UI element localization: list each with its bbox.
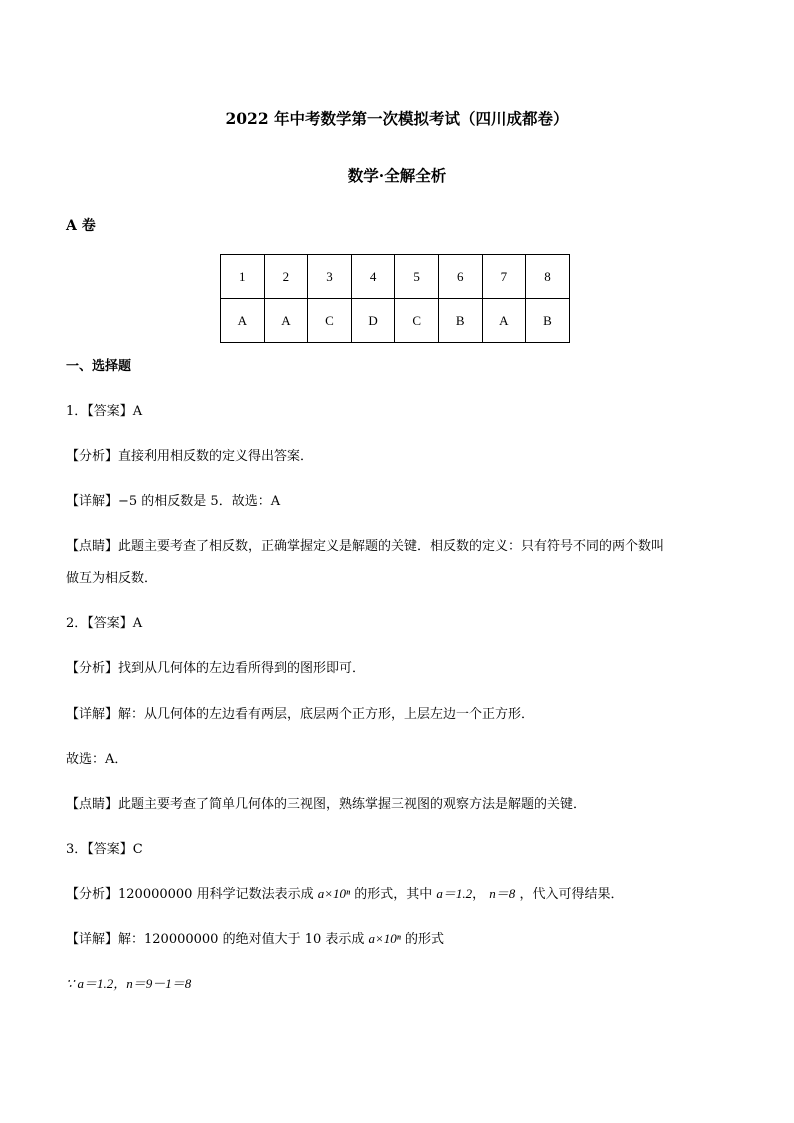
q3-analysis-a: a＝1.2 [436, 886, 473, 901]
q2-detail: 【详解】解：从几何体的左边看有两层，底层两个正方形，上层左边一个正方形． [66, 707, 535, 722]
answer-table [220, 254, 570, 343]
section-label: A 卷 [66, 218, 96, 234]
q3-detail-expr: a×10ⁿ [368, 931, 401, 946]
q1-comment-line2: 做互为相反数． [66, 571, 158, 586]
table-cell: D [351, 299, 395, 343]
q3-analysis-mid: 的形式，其中 [354, 887, 433, 902]
part-title: 一、选择题 [66, 359, 132, 374]
table-cell: C [308, 299, 352, 343]
q3-analysis-expr: a×10ⁿ [317, 886, 351, 901]
table-cell: 1 [221, 255, 265, 299]
table-cell: B [438, 299, 482, 343]
table-cell: 5 [395, 255, 439, 299]
table-cell: 2 [264, 255, 308, 299]
table-cell: A [221, 299, 265, 343]
document-title: 2022 年中考数学第一次模拟考试（四川成都卷） [225, 109, 569, 128]
q3-analysis-suffix: ，代入可得结果． [519, 887, 624, 902]
table-cell: 4 [351, 255, 395, 299]
table-cell: B [526, 299, 570, 343]
q3-analysis: 【分析】120000000 用科学记数法表示成 a×10ⁿ 的形式，其中 a＝1.2， n＝8 ，代入可得结果． [66, 886, 624, 902]
document-subtitle: 数学·全解全析 [347, 166, 447, 185]
q2-analysis: 【分析】找到从几何体的左边看所得到的图形即可． [66, 661, 366, 676]
q3-analysis-n: n＝8 [489, 886, 516, 901]
q3-answer: 3．【答案】C [66, 842, 143, 857]
q2-choice: 故选：A． [66, 752, 128, 767]
q2-comment: 【点睛】此题主要考查了简单几何体的三视图，熟练掌握三视图的观察方法是解题的关键． [66, 797, 587, 812]
q3-step: ∵ a＝1.2，n＝9－1＝8 [66, 976, 192, 991]
table-row [221, 255, 570, 299]
q2-answer: 2．【答案】A [66, 616, 143, 631]
table-cell: A [482, 299, 526, 343]
q3-detail [66, 928, 444, 947]
q1-answer: 1．【答案】A [66, 404, 143, 419]
table-cell: A [264, 299, 308, 343]
table-cell: C [395, 299, 439, 343]
q1-detail: 【详解】−5 的相反数是 5．故选：A [66, 494, 281, 509]
q3-analysis-prefix: 【分析】120000000 用科学记数法表示成 [66, 887, 314, 902]
table-cell: 8 [526, 255, 570, 299]
q1-analysis: 【分析】直接利用相反数的定义得出答案． [66, 449, 314, 464]
table-cell: 3 [308, 255, 352, 299]
q1-comment-line1: 【点睛】此题主要考查了相反数，正确掌握定义是解题的关键．相反数的定义：只有符号不同的两个数叫 [66, 539, 665, 554]
table-cell: 6 [438, 255, 482, 299]
q3-detail-prefix: 【详解】解：120000000 的绝对值大于 10 表示成 [66, 932, 365, 947]
q3-detail-suffix: 的形式 [405, 932, 445, 947]
table-cell: 7 [482, 255, 526, 299]
table-row [221, 299, 570, 343]
